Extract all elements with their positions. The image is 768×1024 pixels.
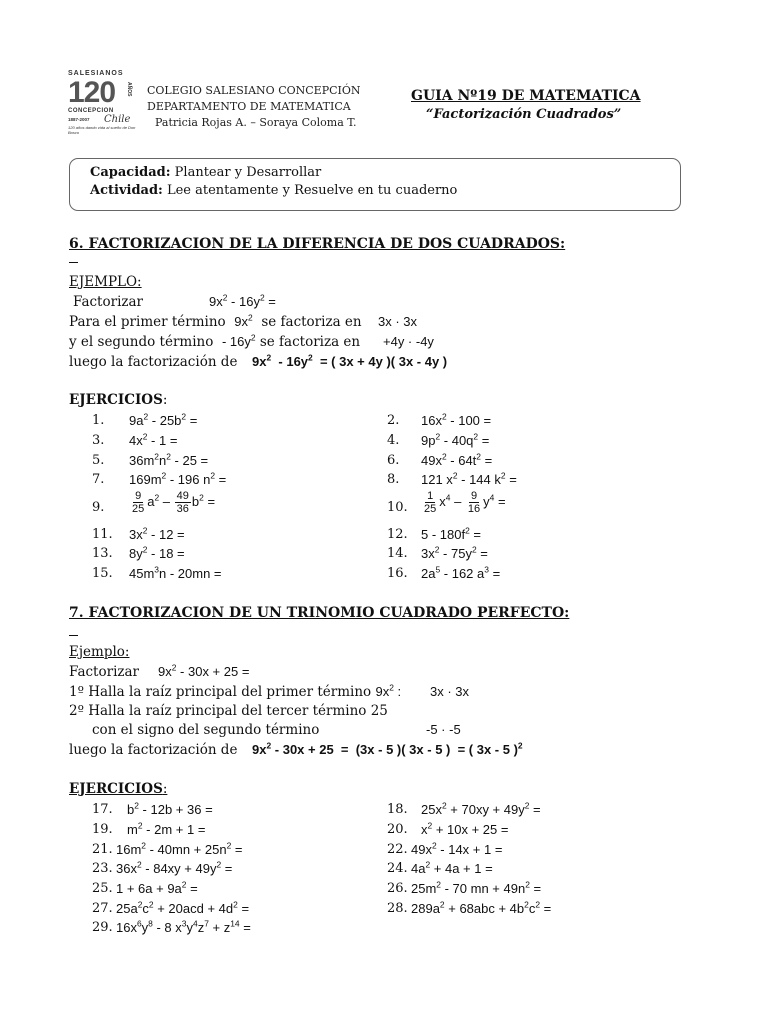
exercise-number: 1. <box>92 413 105 428</box>
school-logo <box>68 70 138 136</box>
capacidad-line <box>90 165 321 180</box>
guide-title: GUIA Nº19 DE MATEMATICA <box>411 88 641 104</box>
exercise-number: 4. <box>387 433 400 448</box>
exercise-4: $9p^2 - 40q^2$ = <box>421 431 490 448</box>
exercise-10: $\frac{1}{25}$ $x^4$ – $\frac{9}{16}$ $y^4$ = <box>424 490 506 515</box>
exercise-25: $1 + 6a + 9a^2$ = <box>116 879 198 896</box>
exercise-number: 27. <box>92 901 113 916</box>
actividad-line <box>90 183 457 198</box>
exercise-number: 16. <box>387 566 408 581</box>
exercise-number: 12. <box>387 527 408 542</box>
s7-ejercicios-label: EJERCICIOS: <box>69 781 168 797</box>
exercise-number: 19. <box>92 822 113 837</box>
exercise-number: 17. <box>92 802 113 817</box>
exercise-number: 5. <box>92 453 105 468</box>
exercise-14: $3x^2 - 75y^2$ = <box>421 544 488 561</box>
exercise-24: $4a^2 + 4a + 1$ = <box>411 859 493 876</box>
exercise-number: 3. <box>92 433 105 448</box>
s7-step-3-result: -5 · -5 <box>426 722 461 737</box>
exercise-8: 121 $x^2 - 144$ $k^2$ = <box>421 470 517 487</box>
s7-example-expression: $9x^2 - 30x + 25$ = <box>158 662 250 679</box>
s7-step-2: 2º Halla la raíz principal del tercer término 25 <box>69 703 388 719</box>
exercise-20: $x^2 + 10x + 25$ = <box>421 820 509 837</box>
logo-side-text: AÑOS <box>126 82 132 97</box>
exercise-number: 6. <box>387 453 400 468</box>
exercise-16: $2a^5 - 162$ $a^3$ = <box>421 564 501 581</box>
s6-step-2: y el segundo término - $16y^2$ se factoriza en <box>69 332 361 350</box>
exercise-number: 29. <box>92 920 113 935</box>
logo-number: 120 <box>68 76 116 109</box>
exercise-number: 26. <box>387 881 408 896</box>
exercise-number: 22. <box>387 842 408 857</box>
exercise-12: $5 - 180f^2$ = <box>421 525 482 542</box>
exercise-23: $36x^2 - 84xy + 49y^2$ = <box>116 859 233 876</box>
s6-example-result: $9x^2 - 16y^2$ = ( 3x + 4y )( 3x - 4y ) <box>252 352 448 369</box>
s7-step-1-result: 3x · 3x <box>430 684 470 699</box>
capacidad-value: Plantear y Desarrollar <box>170 165 322 180</box>
exercise-number: 25. <box>92 881 113 896</box>
s6-example-expression: $9x^2 - 16y^2$ = <box>209 292 276 309</box>
exercise-number: 15. <box>92 566 113 581</box>
exercise-3: $4x^2 - 1$ = <box>129 431 178 448</box>
s7-step-1: 1º Halla la raíz principal del primer término $9x^2$ : <box>69 682 402 700</box>
exercise-number: 28. <box>387 901 408 916</box>
exercise-number: 20. <box>387 822 408 837</box>
exercise-28: $289a^2 + 68abc + 4b^2c^2$ = <box>411 899 552 916</box>
exercise-11: $3x^2 - 12$ = <box>129 525 185 542</box>
exercise-21: $16m^2 - 40mn + 25n^2$ = <box>116 840 243 857</box>
exercise-number: 13. <box>92 546 113 561</box>
exercise-27: $25a^2c^2 + 20acd + 4d^2$ = <box>116 899 250 916</box>
section-7-title: 7. FACTORIZACION DE UN TRINOMIO CUADRADO PERFECTO: <box>69 605 570 621</box>
s6-ejemplo-label: EJEMPLO: <box>69 274 142 290</box>
exercise-number: 24. <box>387 861 408 876</box>
logo-script-text: Chile <box>104 114 131 125</box>
logo-years: 1887-2007 <box>68 117 90 122</box>
exercise-1: $9a^2 - 25b^2$ = <box>129 411 198 428</box>
s7-step-3: con el signo del segundo término <box>92 722 320 738</box>
actividad-label: Actividad: <box>90 183 163 198</box>
exercise-number: 11. <box>92 527 113 542</box>
exercise-6: $49x^2 - 64t^2$ = <box>421 451 493 468</box>
exercise-18: $25x^2 + 70xy + 49y^2$ = <box>421 800 541 817</box>
logo-motto: 120 años dando vida al sueño de Don Bosco <box>68 125 136 135</box>
school-name: COLEGIO SALESIANO CONCEPCIÓN <box>147 84 361 97</box>
s7-ejemplo-label: Ejemplo: <box>69 644 130 660</box>
s6-ejercicios-label: EJERCICIOS: <box>69 392 168 408</box>
s6-factorizar-label: Factorizar <box>73 294 143 310</box>
exercise-5: $36m^2n^2 - 25$ = <box>129 451 209 468</box>
section-6-title: 6. FACTORIZACION DE LA DIFERENCIA DE DOS CUADRADOS: <box>69 236 566 252</box>
exercise-2: $16x^2 - 100$ = <box>421 411 492 428</box>
exercise-number: 23. <box>92 861 113 876</box>
exercise-13: $8y^2 - 18$ = <box>129 544 185 561</box>
s6-step-2-result: +4y · -4y <box>383 334 434 349</box>
exercise-number: 10. <box>387 500 408 515</box>
exercise-number: 2. <box>387 413 400 428</box>
s6-step-1: Para el primer término $9x^2$ se factoriza en <box>69 312 362 330</box>
guide-subtitle: “Factorización Cuadrados” <box>426 107 622 122</box>
capacidad-label: Capacidad: <box>90 165 171 180</box>
s7-step-4: luego la factorización de <box>69 742 238 758</box>
s7-factorizar-label: Factorizar <box>69 664 139 680</box>
exercise-number: 14. <box>387 546 408 561</box>
exercise-22: $49x^2 - 14x + 1$ = <box>411 840 503 857</box>
exercise-29: $16x^6y^8 - 8$ $x^3y^4z^7 + z^{14}$ = <box>116 918 251 935</box>
logo-band-text: CONCEPCION <box>68 108 114 114</box>
s7-example-result: $9x^2 - 30x + 25 = (3x - 5$ )( 3x - 5 ) = ( 3x - 5 )$^2$ <box>252 740 523 757</box>
teacher-names: Patricia Rojas A. – Soraya Coloma T. <box>155 116 357 129</box>
exercise-number: 7. <box>92 472 105 487</box>
exercise-number: 21. <box>92 842 113 857</box>
exercise-9: $\frac{9}{25}$ $a^2$ – $\frac{49}{36}$ $b^2$ = <box>132 490 216 515</box>
exercise-26: $25m^2 - 70$ mn + $49n^2$ = <box>411 879 542 896</box>
logo-top-text: SALESIANOS <box>68 70 124 77</box>
exercise-number: 9. <box>92 500 105 515</box>
department-name: DEPARTAMENTO DE MATEMATICA <box>147 100 351 113</box>
divider <box>69 262 78 263</box>
exercise-15: $45m^3n - 20mn$ = <box>129 564 222 581</box>
divider <box>69 635 78 636</box>
exercise-number: 18. <box>387 802 408 817</box>
s6-step-3: luego la factorización de <box>69 354 238 370</box>
exercise-19: $m^2 - 2m + 1$ = <box>127 820 206 837</box>
exercise-7: $169m^2 - 196$ $n^2$ = <box>129 470 227 487</box>
exercise-number: 8. <box>387 472 400 487</box>
s6-step-1-result: 3x · 3x <box>378 314 418 329</box>
actividad-value: Lee atentamente y Resuelve en tu cuaderno <box>162 183 458 198</box>
exercise-17: $b^2 - 12b + 36$ = <box>127 800 213 817</box>
